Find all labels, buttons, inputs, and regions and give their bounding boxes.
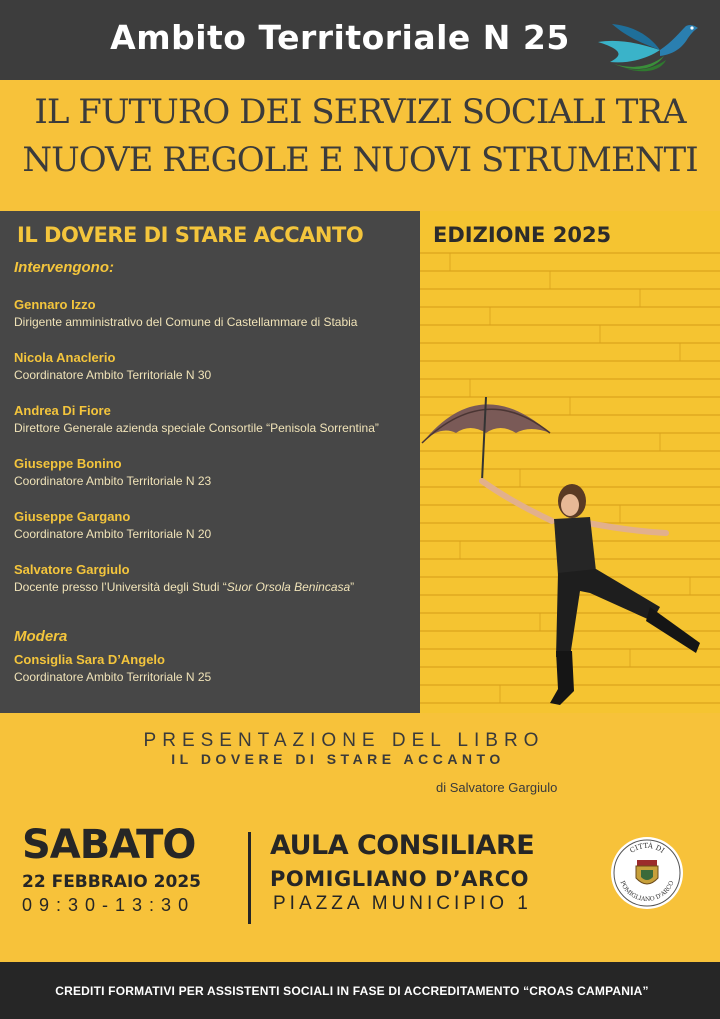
umbrella-woman-photo <box>420 211 720 713</box>
header-title: Ambito Territoriale N 25 <box>110 18 570 57</box>
footer-credits-text: CREDITI FORMATIVI PER ASSISTENTI SOCIALI IN FASE DI ACCREDITAMENTO “CROAS CAMPANIA” <box>55 984 649 998</box>
speaker-name: Nicola Anaclerio <box>14 350 116 365</box>
bird-logo-icon <box>594 12 706 74</box>
speaker-name: Giuseppe Gargano <box>14 509 131 524</box>
speaker-name: Gennaro Izzo <box>14 297 96 312</box>
speaker-role <box>14 579 414 596</box>
city-seal-icon <box>610 836 684 910</box>
svg-text:CITTÀ DI: CITTÀ DI <box>628 841 666 855</box>
svg-text:POMIGLIANO D'ARCO: POMIGLIANO D'ARCO <box>618 879 676 904</box>
speaker-role: Dirigente amministrativo del Comune di Castellammare di Stabia <box>14 315 358 329</box>
speaker-name: Andrea Di Fiore <box>14 403 111 418</box>
presentation-title: PRESENTAZIONE DEL LIBRO <box>143 730 545 751</box>
modera-label: Modera <box>14 628 68 645</box>
speaker-role: Coordinatore Ambito Territoriale N 23 <box>14 474 212 488</box>
speaker-item <box>14 508 414 543</box>
event-day: SABATO <box>22 822 196 868</box>
panel-title: IL DOVERE DI STARE ACCANTO <box>17 223 364 247</box>
speaker-name: Giuseppe Bonino <box>14 456 122 471</box>
speaker-role: Coordinatore Ambito Territoriale N 30 <box>14 368 212 382</box>
speaker-item <box>14 561 414 596</box>
event-divider <box>248 832 251 924</box>
event-time: 09:30-13:30 <box>22 895 196 915</box>
headline-line-1: IL FUTURO DEI SERVIZI SOCIALI TRA <box>34 92 686 132</box>
intervengono-label: Intervengono: <box>14 259 114 276</box>
event-address: PIAZZA MUNICIPIO 1 <box>273 893 532 914</box>
speaker-item <box>14 455 414 490</box>
event-venue: AULA CONSILIARE <box>270 830 535 861</box>
event-date: 22 FEBBRAIO 2025 <box>22 872 201 892</box>
book-author: di Salvatore Gargiulo <box>436 780 558 795</box>
moderator-role: Coordinatore Ambito Territoriale N 25 <box>14 670 212 684</box>
speaker-item <box>14 349 414 384</box>
speaker-role: Coordinatore Ambito Territoriale N 20 <box>14 527 212 541</box>
speaker-role-university: Suor Orsola Benincasa <box>226 580 351 594</box>
moderator-item <box>14 651 414 686</box>
book-title: IL DOVERE DI STARE ACCANTO <box>171 751 505 767</box>
speaker-role-suffix: ” <box>350 580 355 594</box>
main-headline <box>0 88 720 184</box>
speaker-item <box>14 296 414 331</box>
speaker-role-prefix: Docente presso l’Università degli Studi “ <box>14 580 227 594</box>
headline-line-2: NUOVE REGOLE E NUOVI STRUMENTI <box>22 140 698 180</box>
event-city: POMIGLIANO D’ARCO <box>270 867 529 891</box>
speaker-role: Direttore Generale azienda speciale Consortile “Penisola Sorrentina” <box>14 421 379 435</box>
speaker-item <box>14 402 414 437</box>
speaker-name: Salvatore Gargiulo <box>14 562 130 577</box>
moderator-name: Consiglia Sara D’Angelo <box>14 652 165 667</box>
edition-label: EDIZIONE 2025 <box>433 223 612 247</box>
